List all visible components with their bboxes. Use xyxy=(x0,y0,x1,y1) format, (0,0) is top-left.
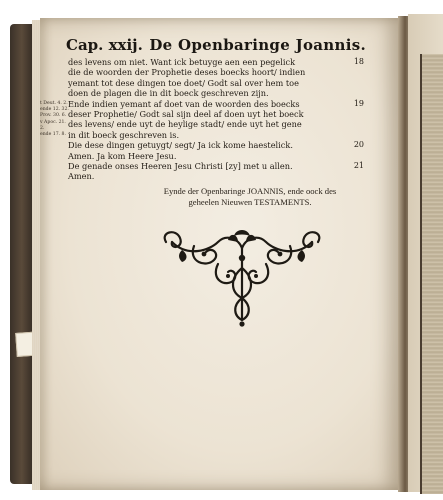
text-line xyxy=(68,151,364,161)
verse-number: 20 xyxy=(353,140,364,150)
text-line xyxy=(68,161,364,171)
line-text: des levens/ ende uyt de heylige stadt/ ende uyt het gene xyxy=(68,119,302,130)
margin-note: ende 12. 32. xyxy=(40,107,69,113)
line-text: De genade onses Heeren Jesu Christi [zy] met u allen. xyxy=(68,161,293,172)
body-text xyxy=(68,57,364,182)
text-line xyxy=(68,119,364,129)
text-line xyxy=(68,88,364,98)
margin-note: v Apoc. 21. 2. xyxy=(40,119,66,131)
text-line xyxy=(68,67,364,77)
page-header xyxy=(66,36,366,54)
ornament-icon xyxy=(158,228,326,328)
line-text: in dit boeck geschreven is. xyxy=(68,129,180,140)
text-line xyxy=(68,171,364,181)
colophon-line: Eynde der Openbaringe JOANNIS, ende oock des xyxy=(163,186,337,196)
margin-notes xyxy=(40,101,70,138)
line-text: Amen. Ja kom Heere Jesu. xyxy=(68,150,177,161)
line-text: Die dese dingen getuygt/ segt/ Ja ick kome haestelick. xyxy=(68,140,293,151)
chapter-number: Cap. xxij. xyxy=(66,36,143,54)
text-line xyxy=(68,130,364,140)
line-text: deser Prophetie/ Godt sal sijn deel af doen uyt het boeck xyxy=(68,109,304,120)
margin-note: ende 17. 8. xyxy=(40,132,66,138)
text-line xyxy=(68,78,364,88)
line-text: Amen. xyxy=(68,171,95,182)
colophon-line: geheelen Nieuwen TESTAMENTS. xyxy=(188,197,312,207)
colophon xyxy=(130,186,370,208)
line-text: Ende indien yemant af doet van de woorden des boecks xyxy=(68,98,300,109)
line-text: doen de plagen die in dit boeck geschreven zijn. xyxy=(68,88,269,99)
engraved-plate xyxy=(420,54,443,494)
line-text: des levens om niet. Want ick betuyge aen een pegelick xyxy=(68,57,296,67)
verse-number: 19 xyxy=(353,98,364,108)
text-line xyxy=(68,57,364,67)
running-head: De Openbaringe Joannis. xyxy=(149,36,366,54)
verse-number: 18 xyxy=(353,57,364,66)
verse-number: 21 xyxy=(353,161,364,171)
text-line xyxy=(68,99,364,109)
text-line xyxy=(68,140,364,150)
margin-note: t Deut. 4. 2. xyxy=(40,101,68,106)
line-text: yemant tot dese dingen toe doet/ Godt sal over hem toe xyxy=(68,77,299,88)
text-line xyxy=(68,109,364,119)
margin-note: Prov. 30. 6. xyxy=(40,113,67,119)
line-text: die de woorden der Prophetie deses boecks hoort/ indien xyxy=(68,67,306,78)
